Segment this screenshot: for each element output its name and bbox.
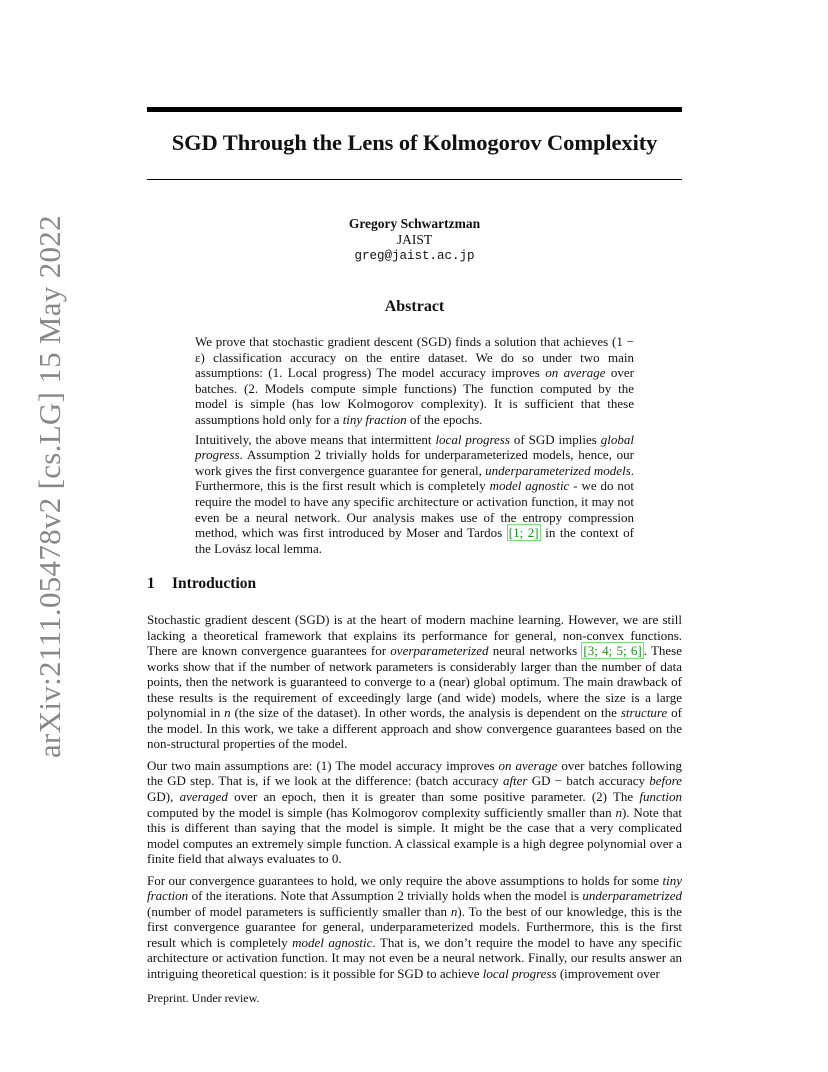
- section-number: 1: [147, 575, 155, 592]
- abstract-heading: Abstract: [384, 298, 445, 315]
- abstract-paragraph: We prove that stochastic gradient descent (SGD) finds a solution that achieves (1 − ε) classification accuracy on the entire dataset. We do so under two main assumptions: (1. Local progress) The model accuracy improves on average over batches. (2. Models compute simple functions) The function computed by the model is simple (has low Kolmogorov complexity). It is sufficient that these assumptions hold only for a tiny fraction of the epochs.: [195, 334, 634, 427]
- section-heading: [147, 575, 256, 593]
- abstract-paragraph: Intuitively, the above means that intermittent local progress of SGD implies global progress. Assumption 2 trivially holds for underparameterized models, hence, our work gives the first convergence guarantee for general, underparameterized models. Furthermore, this is the first result which is completely model agnostic - we do not require the model to have any specific architecture or activation function, it may not even be a neural network. Our analysis makes use of the entropy compression method, which was first introduced by Moser and Tardos [1; 2] in the context of the Lovász local lemma.: [195, 431, 634, 556]
- title-top-rule: [147, 107, 682, 112]
- author-affiliation: JAIST: [396, 232, 433, 247]
- body-paragraph: Our two main assumptions are: (1) The model accuracy improves on average over batches following the GD step. That is, if we look at the difference: (batch accuracy after GD − batch accuracy before GD), averaged over an epoch, then it is greater than some positive parameter. (2) The function computed by the model is simple (has Kolmogorov complexity sufficiently smaller than n). Note that this is different than saying that the model is simple. It might be the case that a very complicated model computes an extremely simple function. A classical example is a high degree polynomial over a finite field that always evaluates to 0.: [147, 757, 682, 867]
- introduction-body: [147, 612, 682, 988]
- title-bottom-rule: [147, 179, 682, 180]
- abstract-body: [195, 334, 634, 560]
- paper-title: SGD Through the Lens of Kolmogorov Complexity: [171, 130, 658, 155]
- body-paragraph: For our convergence guarantees to hold, we only require the above assumptions to holds for some tiny fraction of the iterations. Note that Assumption 2 trivially holds when the model is underparametrized (number of model parameters is sufficiently smaller than n). To the best of our knowledge, this is the first convergence guarantee for general, underparameterized models. Furthermore, this is the first result which is completely model agnostic. That is, we don’t require the model to have any specific architecture or activation function. It may not even be a neural network. Finally, our results answer an intriguing theoretical question: is it possible for SGD to achieve local progress (improvement over: [147, 872, 682, 982]
- citation-link[interactable]: [1; 2]: [508, 525, 539, 541]
- author-email: greg@jaist.ac.jp: [354, 249, 475, 263]
- arxiv-stamp: arXiv:2111.05478v2 [cs.LG] 15 May 2022: [32, 215, 67, 758]
- page-footer: Preprint. Under review.: [147, 991, 260, 1005]
- citation-link[interactable]: [3; 4; 5; 6]: [583, 643, 642, 659]
- body-paragraph: Stochastic gradient descent (SGD) is at the heart of modern machine learning. However, we are still lacking a theoretical framework that explains its performance for general, non-convex functions. There are known convergence guarantees for overparameterized neural networks [3; 4; 5; 6] . These works show that if the number of network parameters is considerably larger than the number of data points, then the network is guaranteed to converge to a (near) global optimum. The main drawback of these results is the requirement of exceedingly large (and wide) models, where the size is a large polynomial in n (the size of the dataset). In other words, the analysis is dependent on the structure of the model. In this work, we take a different approach and show convergence guarantees based on the non-structural properties of the model.: [147, 612, 682, 752]
- section-title: Introduction: [172, 575, 257, 592]
- author-block: [147, 216, 682, 264]
- author-name: Gregory Schwartzman: [348, 216, 481, 231]
